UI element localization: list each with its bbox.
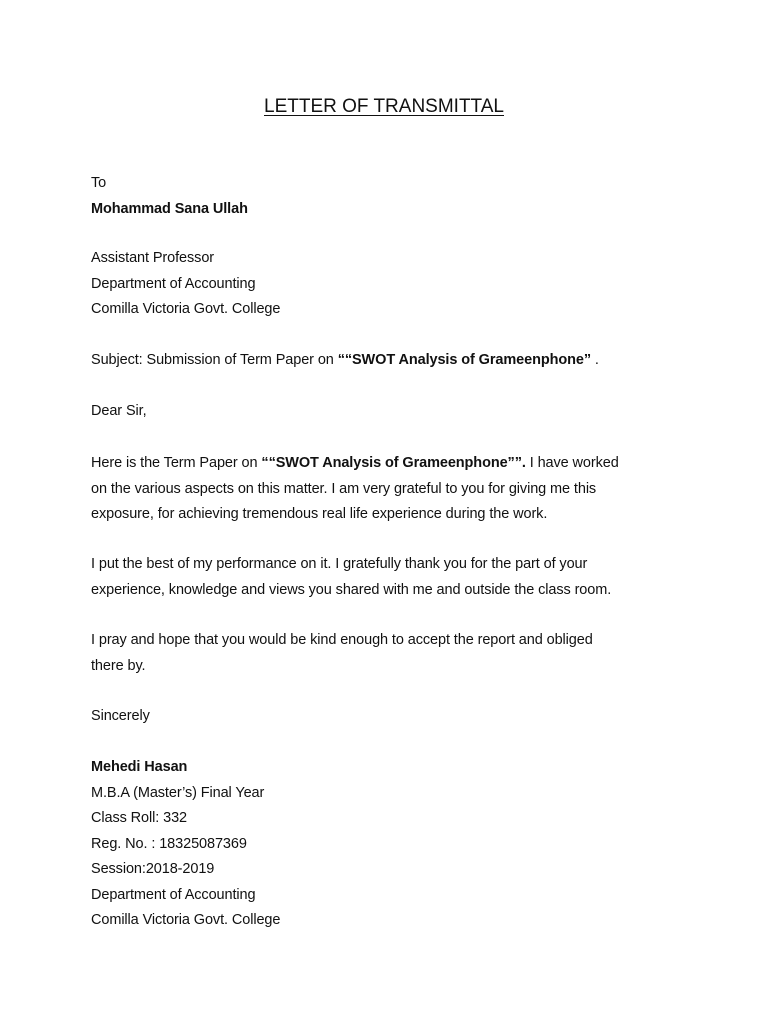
p1-topic: ““SWOT Analysis of Grameenphone””. [261,455,526,471]
subject-suffix: . [590,352,599,368]
p1-prefix: Here is the Term Paper on [91,455,262,471]
salutation [91,399,691,425]
sender-block [91,755,691,934]
sender-roll-label: Class Roll: [91,810,160,826]
recipient-department: Department of Accounting [91,275,256,292]
sender-department: Department of Accounting [91,886,256,903]
recipient-address [91,246,691,323]
sender-reg: Reg. No. : 18325087369 [91,835,247,852]
body-paragraph-1 [91,451,691,528]
p2-line-1: I put the best of my performance on it. I gratefully thank you for the part of your [91,556,588,572]
p1-line-2: on the various aspects on this matter. I am very grateful to you for giving me this [91,480,597,497]
sender-session: Session:2018-2019 [91,861,215,877]
page-title: LETTER OF TRANSMITTAL [264,96,504,117]
sender-college: Comilla Victoria Govt. College [91,912,281,928]
recipient-college: Comilla Victoria Govt. College [91,301,281,317]
recipient-designation: Assistant Professor [91,250,215,266]
closing [91,704,691,730]
sender-program: M.B.A (Master’s) Final Year [91,784,265,801]
closing-text: Sincerely [91,708,150,724]
p1-line-3: exposure, for achieving tremendous real life experience during the work. [91,506,548,522]
body-paragraph-3 [91,628,691,679]
p3-line-1: I pray and hope that you would be kind enough to accept the report and obliged [91,632,593,648]
p2-line-2: experience, knowledge and views you shared with me and outside the class room. [91,581,612,598]
subject-prefix: Subject: Submission of Term Paper on [91,352,338,368]
sender-name: Mehedi Hasan [91,759,188,775]
subject-line [91,348,691,374]
p1-suffix: I have worked [525,455,619,471]
sender-roll-value: 332 [159,810,188,826]
recipient-to: To [91,175,107,191]
salutation-text: Dear Sir, [91,403,147,419]
body-paragraph-2 [91,552,691,603]
subject-topic: ““SWOT Analysis of Grameenphone” [337,352,591,368]
p3-line-2: there by. [91,657,146,674]
recipient-name: Mohammad Sana Ullah [91,200,248,217]
recipient-block [91,171,691,222]
